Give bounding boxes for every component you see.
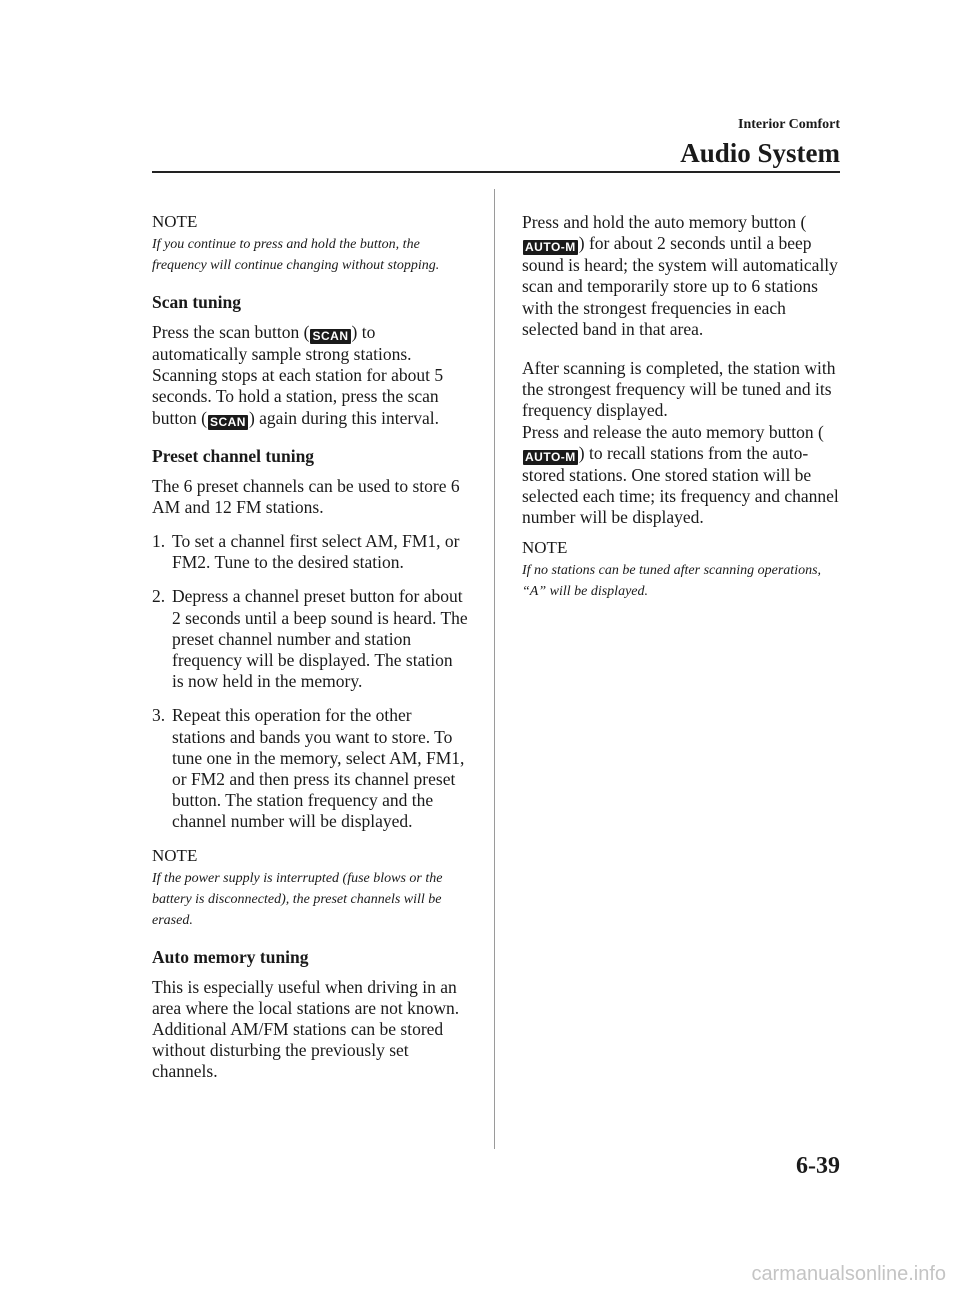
scan-tuning-text: Press the scan button ( SCAN ) to automatically sample strong stations. Scanning stops at each station for about 5 seconds. To hold a station, press the scan button ( SCAN ) again during this interval. xyxy=(152,322,444,429)
note-text: If you continue to press and hold the button, the frequency will continue changing without stopping. xyxy=(152,237,440,273)
auto-memory-result-text: After scanning is completed, the station with the strongest frequency will be tuned and its frequency displayed. xyxy=(522,358,836,421)
note-title: NOTE xyxy=(522,538,568,558)
scan-tuning-heading: Scan tuning xyxy=(152,292,241,312)
auto-memory-heading: Auto memory tuning xyxy=(152,946,309,967)
preset-tuning-heading: Preset channel tuning xyxy=(152,445,315,466)
scan-button-icon: SCAN xyxy=(312,329,349,343)
right-column xyxy=(522,212,844,602)
page-number: 6-39 xyxy=(796,1153,840,1179)
auto-memory-store-text: Press and hold the auto memory button (AUTO-M ) for about 2 seconds until a beep sound is heard; the system will automatically scan and temporarily store up to 6 stations with the strongest frequencies in each selected band in that area. xyxy=(522,212,838,339)
scan-button-icon: SCAN xyxy=(209,414,246,429)
list-item: 3. Repeat this operation for the other stations and bands you want to store. To tune one in the memory, select AM, FM1, or FM2 and then press its channel preset button. The station frequency and the channel number will be displayed. xyxy=(152,705,465,832)
auto-m-button-icon: AUTO-M xyxy=(525,240,576,255)
left-column xyxy=(152,212,468,1083)
page-header xyxy=(680,117,840,169)
chapter-title: Audio System xyxy=(680,138,840,168)
preset-intro: The 6 preset channels can be used to store 6 AM and 12 FM stations. xyxy=(152,475,460,517)
preset-steps xyxy=(152,531,468,833)
section-label: Interior Comfort xyxy=(738,117,840,132)
auto-m-button-icon: AUTO-M xyxy=(525,449,576,464)
auto-memory-text: This is especially useful when driving in an area where the local stations are not known. Additional AM/FM stations can be stored without disturbing the previously set channels. xyxy=(152,976,460,1082)
note-title: NOTE xyxy=(152,212,198,231)
column-divider xyxy=(494,189,495,1149)
auto-memory-recall-text: Press and release the auto memory button (AUTO-M ) to recall stations from the auto-stored stations. One stored station will be selected each time; its frequency and channel number will be displayed. xyxy=(522,421,839,528)
note-title: NOTE xyxy=(152,845,198,865)
header-rule xyxy=(152,171,840,173)
list-item: 1. To set a channel first select AM, FM1, or FM2. Tune to the desired station. xyxy=(152,531,460,573)
list-item: 2. Depress a channel preset button for about 2 seconds until a beep sound is heard. The preset channel number and station frequency will be displayed. The station is now held in the memory. xyxy=(152,586,468,692)
note-text: If no stations can be tuned after scanning operations, “A” will be displayed. xyxy=(522,563,822,600)
note-text: If the power supply is interrupted (fuse blows or the battery is disconnected), the preset channels will be erased. xyxy=(152,870,443,928)
watermark[interactable]: carmanualsonline.info xyxy=(751,1263,946,1285)
